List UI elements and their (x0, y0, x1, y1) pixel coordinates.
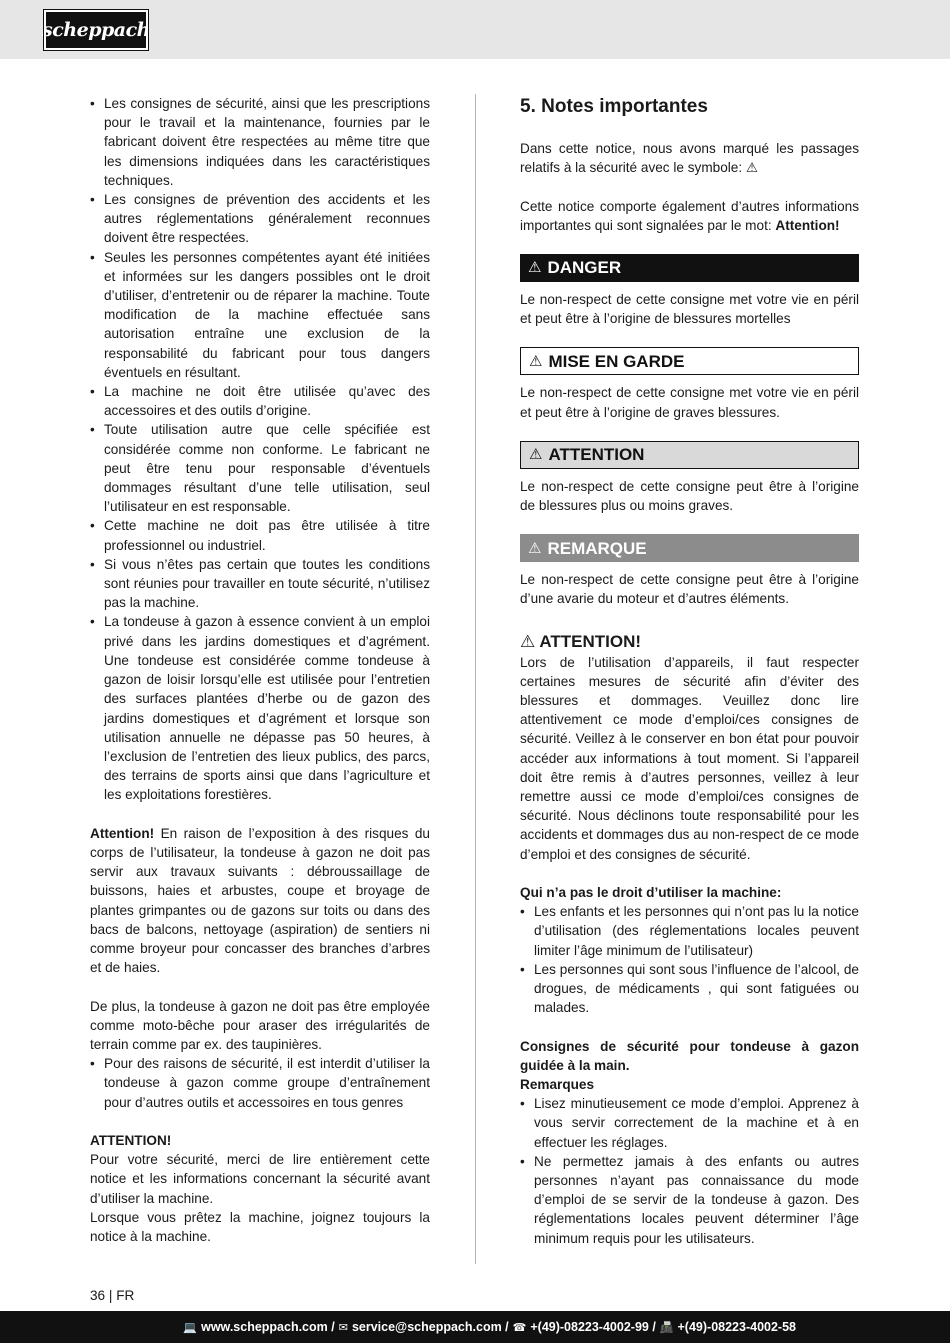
column-divider (475, 94, 476, 1264)
deplus-paragraph: De plus, la tondeuse à gazon ne doit pas être employée comme moto-bêche pour araser des irrégularités de terrain comme par ex. des taupinières. (90, 998, 430, 1052)
attention-box: ⚠ ATTENTION (520, 441, 859, 469)
mail-icon: ✉ (338, 1321, 348, 1334)
page-number: 36 | FR (90, 1288, 135, 1303)
list-item: • Lisez minutieusement ce mode d’emploi. Apprenez à vous servir correctement de la machine et à en effectuer les réglages. (520, 1094, 859, 1152)
footer-bar (0, 1311, 950, 1343)
email-link[interactable]: service@scheppach.com / (351, 1320, 509, 1334)
attention2-label: ATTENTION! (90, 1132, 172, 1148)
left-column (90, 94, 430, 1246)
attention-heading: ⚠ ATTENTION! (520, 631, 642, 651)
list-item: • Les enfants et les personnes qui n’ont pas lu la notice d’utilisation (des réglementations locales peuvent limiter l’âge minimum de l’utilisateur) (520, 902, 859, 960)
warning-triangle-icon: ⚠ (529, 352, 543, 370)
intro2-paragraph: Cette notice comporte également d’autres informations importantes qui sont signalées par le mot: Attention! (520, 198, 859, 233)
attention2-line: Lorsque vous prêtez la machine, joignez toujours la notice à la machine. (90, 1209, 430, 1244)
attention2-line: Pour votre sécurité, merci de lire entièrement cette notice et les informations concernant la sécurité avant d’utiliser la machine. (90, 1152, 430, 1206)
danger-box: ⚠ DANGER (520, 254, 859, 282)
fax-number: +(49)-08223-4002-58 (677, 1320, 796, 1334)
list-item: • Ne permettez jamais à des enfants ou autres personnes n’ayant pas connaissance du mode d’emploi de se servir de la tondeuse à gazon. Des réglementations locales peuvent déterminer l’âge minimum requis pour les utilisateurs. (520, 1152, 859, 1248)
list-item: • Les consignes de sécurité, ainsi que les prescriptions pour le travail et la maintenance, fournies par le fabricant doivent être respectées au même titre que les dimensions indiquées dans les caractéristiques techniques. (90, 94, 430, 190)
header-bar (0, 0, 950, 59)
phone-icon: ☎ (512, 1321, 527, 1334)
warning-triangle-icon: ⚠ (529, 446, 543, 464)
warning-triangle-icon: ⚠ (520, 631, 540, 651)
list-item: • Pour des raisons de sécurité, il est interdit d’utiliser la tondeuse à gazon comme groupe d’entraînement pour d’autres outils et accessoires en tous genres (90, 1054, 430, 1112)
remark-text: Le non-respect de cette consigne peut être à l’origine d’une avarie du moteur et d’autres éléments. (520, 572, 859, 607)
warning-box: ⚠ MISE EN GARDE (520, 347, 859, 375)
fax-icon: 📠 (659, 1321, 674, 1334)
list-item: • Si vous n’êtes pas certain que toutes les conditions sont réunies pour travailler en toute sécurité, n’utilisez pas la machine. (90, 555, 430, 613)
bullet-list-2 (90, 1054, 430, 1112)
list-item: • Les personnes qui sont sous l’influence de l’alcool, de drogues, de médicaments , qui sont fatiguées ou malades. (520, 960, 859, 1018)
list-item: • La tondeuse à gazon à essence convient à un emploi privé dans les jardins domestiques et d’agrément. Une tondeuse est considérée comme tondeuse à gazon de loisir lorsqu’elle est utilisée pour l’entretien des surfaces plantées d’herbe ou de gazon des jardins domestiques et d’agrément et lorsque son utilisation annuelle ne dépasse pas 50 heures, à l’exclusion de l’entretien des lieux publics, des parcs, des terrains de sports ainsi que dans l’agriculture et les exploitations forestières. (90, 612, 430, 804)
bullet-list-1 (90, 94, 430, 805)
website-link[interactable]: www.scheppach.com / (201, 1320, 335, 1334)
warning-triangle-icon: ⚠ (528, 259, 542, 277)
remarques-list (520, 1094, 859, 1248)
phone-number: +(49)-08223-4002-99 / (530, 1320, 656, 1334)
attention-body: Lors de l’utilisation d’appareils, il faut respecter certaines mesures de sécurité afin d’éviter des blessures et dommages. Veuillez donc lire attentivement ce mode d’emploi/ces consignes de sécurité. Veillez à le conserver en bon état pour pouvoir accéder aux informations à tout moment. Si l’appareil doit être remis à d’autres personnes, veillez à leur remettre aussi ce mode d’emploi/ces consignes de sécurité. Nous déclinons toute responsabilité pour les accidents et dommages dus au non-respect de ce mode d’emploi et des consignes de sécurité. (520, 654, 859, 862)
list-item: • La machine ne doit être utilisée qu’avec des accessoires et des outils d’origine. (90, 382, 430, 420)
qui-label: Qui n’a pas le droit d’utiliser la machine: (520, 885, 782, 901)
list-item: • Seules les personnes compétentes ayant été initiées et informées sur les dangers possibles ont le droit d’utiliser, d’entretenir ou de réparer la machine. Toute modification de la machine effectuée sans autorisation entraîne une exclusion de la responsabilité du fabricant pour tous dangers éventuels en résultant. (90, 248, 430, 382)
scheppach-logo[interactable]: scheppach (44, 10, 148, 50)
remark-box: ⚠ REMARQUE (520, 534, 859, 562)
list-item: • Les consignes de prévention des accidents et les autres réglementations généralement reconnues doivent être respectées. (90, 190, 430, 248)
list-item: • Cette machine ne doit pas être utilisée à titre professionnel ou industriel. (90, 516, 430, 554)
danger-text: Le non-respect de cette consigne met votre vie en péril et peut être à l’origine de blessures mortelles (520, 292, 859, 327)
computer-icon: 💻 (183, 1321, 198, 1334)
section-heading: 5. Notes importantes (520, 96, 708, 117)
warning-text: Le non-respect de cette consigne met votre vie en péril et peut être à l’origine de graves blessures. (520, 385, 859, 420)
remarques-label: Remarques (520, 1077, 595, 1093)
consignes-label: Consignes de sécurité pour tondeuse à gazon guidée à la main. (520, 1038, 859, 1073)
attention-text: Le non-respect de cette consigne peut être à l’origine de blessures plus ou moins graves. (520, 478, 859, 514)
right-column (520, 94, 859, 1248)
attention-text: En raison de l’exposition à des risques du corps de l’utilisateur, la tondeuse à gazon ne doit pas servir aux travaux suivants : débroussaillage de buissons, haies et arbustes, coupe et broyage de plantes grimpantes ou de gazons sur toits ou dans des bacs de balcons, nettoyage (aspiration) de sentiers ni comme broyeur pour concasser des branches d’arbres et de haies. (90, 825, 430, 976)
intro-paragraph: Dans cette notice, nous avons marqué les passages relatifs à la sécurité avec le symbole: ⚠ (520, 141, 859, 176)
qui-list (520, 902, 859, 1017)
attention-label: Attention! (90, 825, 155, 841)
attention-paragraph (90, 824, 430, 978)
list-item: • Toute utilisation autre que celle spécifiée est considérée comme non conforme. Le fabricant ne peut être tenu pour responsable d’éventuels dommages résultant d’une telle utilisation, seul l’utilisateur en est responsable. (90, 420, 430, 516)
warning-triangle-icon: ⚠ (528, 539, 542, 557)
